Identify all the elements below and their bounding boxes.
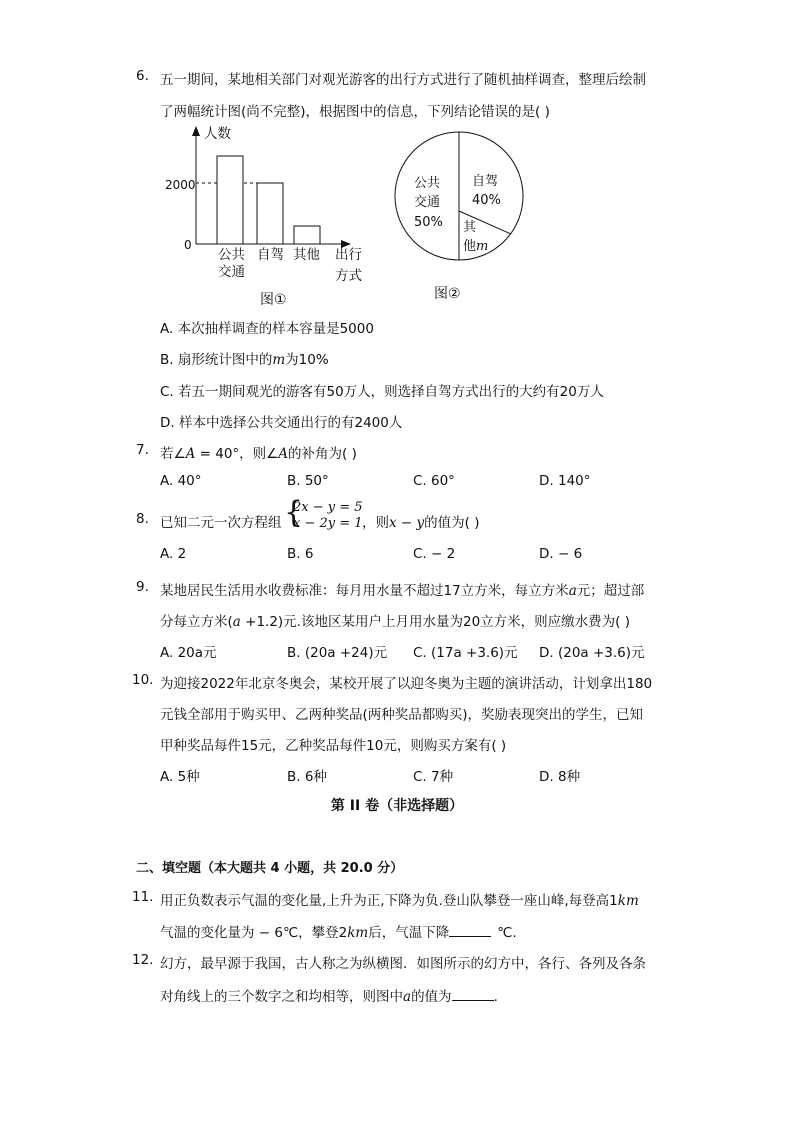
option-a: A. 本次抽样调查的样本容量是5000: [160, 321, 374, 337]
text: ，则: [362, 515, 389, 531]
math-var: a: [232, 614, 241, 630]
pie-label-part: 他: [463, 239, 477, 254]
y-axis-label: 人数: [204, 126, 231, 142]
math-var: A: [185, 446, 196, 462]
option-b: B. 50°: [287, 473, 329, 489]
option-text: 为10%: [285, 352, 329, 368]
text: 的补角为( ): [288, 446, 357, 462]
math-var: a: [403, 989, 412, 1005]
question-number: 7.: [136, 442, 149, 458]
section-heading: 二、填空题（本大题共 4 小题，共 20.0 分）: [136, 861, 404, 876]
pie-label: 自驾: [472, 174, 499, 189]
x-axis-label: 方式: [335, 268, 362, 284]
pie-label: 交通: [414, 195, 441, 210]
category-label: 公共: [218, 247, 245, 263]
text: 用正负数表示气温的变化量,上升为正,下降为负.登山队攀登一座山峰,每登高1: [160, 893, 618, 909]
option-d: D. (20a +3.6)元: [539, 645, 645, 661]
option-b: B. 6种: [287, 769, 327, 785]
category-label: 交通: [218, 264, 245, 280]
equation-2: x − 2y = 1: [293, 516, 363, 531]
pie-chart: [392, 126, 532, 306]
question-text: 幻方，最早源于我国，古人称之为纵横图．如图所示的幻方中，各行、各列及各条: [160, 956, 646, 972]
option-d: D. 8种: [539, 769, 581, 785]
question-text: [160, 889, 639, 909]
question-number: 12.: [132, 952, 154, 968]
answer-blank[interactable]: [449, 924, 491, 937]
question-text: 已知二元一次方程组: [160, 515, 282, 531]
category-label: 其他: [293, 247, 320, 263]
text: 的值为: [411, 989, 452, 1005]
tick-label: 0: [184, 238, 192, 252]
question-text: [362, 511, 479, 531]
section-title: 第 II 卷（非选择题）: [330, 798, 464, 814]
question-number: 6.: [136, 68, 149, 84]
math-expr: x − y: [389, 515, 425, 531]
text: +1.2)元.该地区某用户上月用水量为20立方米，则应缴水费为( ): [240, 614, 630, 630]
text: 对角线上的三个数字之和均相等，则图中: [160, 989, 403, 1005]
text: 的值为( ): [424, 515, 480, 531]
bar-chart: [160, 122, 380, 312]
option-b: [160, 348, 329, 368]
option-a: A. 2: [160, 546, 187, 562]
y-axis-arrow: [192, 126, 200, 136]
question-number: 11.: [132, 889, 154, 905]
option-d: D. 140°: [539, 473, 591, 489]
text: 元；超过部: [576, 583, 645, 599]
pie-label: 其: [463, 220, 477, 235]
question-text: 甲种奖品每件15元，乙种奖品每件10元，则购买方案有( ): [160, 738, 507, 754]
option-d: D. 样本中选择公共交通出行的有2400人: [160, 415, 403, 431]
option-a: A. 40°: [160, 473, 202, 489]
option-d: D. − 6: [539, 546, 583, 562]
question-text: [160, 610, 630, 630]
question-text: 五一期间，某地相关部门对观光游客的出行方式进行了随机抽样调查，整理后绘制: [160, 72, 646, 88]
text: ℃.: [497, 925, 517, 941]
math-var: m: [272, 352, 286, 368]
text: 分每立方米(: [160, 614, 233, 630]
pie-label: 40%: [472, 193, 501, 208]
question-text: [160, 442, 357, 462]
x-axis-label: 出行: [335, 247, 362, 263]
bar-self-drive: [257, 183, 283, 244]
question-number: 10.: [132, 672, 154, 688]
text: = 40°，则∠: [195, 446, 279, 462]
answer-blank[interactable]: [452, 988, 494, 1001]
option-c: C. 7种: [413, 769, 454, 785]
question-text: 为迎接2022年北京冬奥会，某校开展了以迎冬奥为主题的演讲活动，计划拿出180: [160, 676, 653, 692]
option-text: B. 扇形统计图中的: [160, 352, 273, 368]
pie-label: 公共: [414, 176, 441, 191]
text: 后，气温下降: [368, 925, 450, 941]
question-number: 9.: [136, 579, 149, 595]
option-c: C. 若五一期间观光的游客有50万人，则选择自驾方式出行的大约有20万人: [160, 384, 604, 400]
pie-label: 50%: [414, 215, 443, 230]
option-c: C. 60°: [413, 473, 455, 489]
category-label: 自驾: [257, 247, 284, 263]
text: 气温的变化量为 − 6℃，攀登2: [160, 925, 348, 941]
question-text: [160, 921, 517, 941]
figure-caption: 图②: [434, 286, 461, 302]
figure-caption: 图①: [260, 292, 287, 308]
equation-brace: {: [284, 495, 304, 530]
tick-label: 2000: [165, 178, 196, 192]
option-b: B. (20a +24)元: [287, 645, 388, 661]
math-unit: km: [347, 925, 369, 941]
pie-label: [463, 239, 488, 254]
option-b: B. 6: [287, 546, 314, 562]
text: 某地居民生活用水收费标准：每月用水量不超过17立方米，每立方米: [160, 583, 569, 599]
math-unit: km: [617, 893, 639, 909]
math-var: a: [568, 583, 577, 599]
equation-1: 2x − y = 5: [293, 500, 363, 515]
option-a: A. 20a元: [160, 645, 217, 661]
text: 若∠: [160, 446, 186, 462]
option-a: A. 5种: [160, 769, 200, 785]
text: ．: [493, 989, 508, 1005]
question-number: 8.: [136, 511, 149, 527]
question-text: 了两幅统计图(尚不完整)，根据图中的信息，下列结论错误的是( ): [160, 104, 550, 120]
question-text: [160, 985, 507, 1005]
pie-label-var: m: [476, 239, 489, 254]
question-text: 元钱全部用于购买甲、乙两种奖品(两种奖品都购买)，奖励表现突出的学生，已知: [160, 707, 644, 723]
option-c: C. − 2: [413, 546, 456, 562]
math-var: A: [278, 446, 289, 462]
question-text: [160, 579, 644, 599]
bar-public-transport: [217, 156, 243, 244]
option-c: C. (17a +3.6)元: [413, 645, 518, 661]
bar-other: [294, 226, 320, 244]
